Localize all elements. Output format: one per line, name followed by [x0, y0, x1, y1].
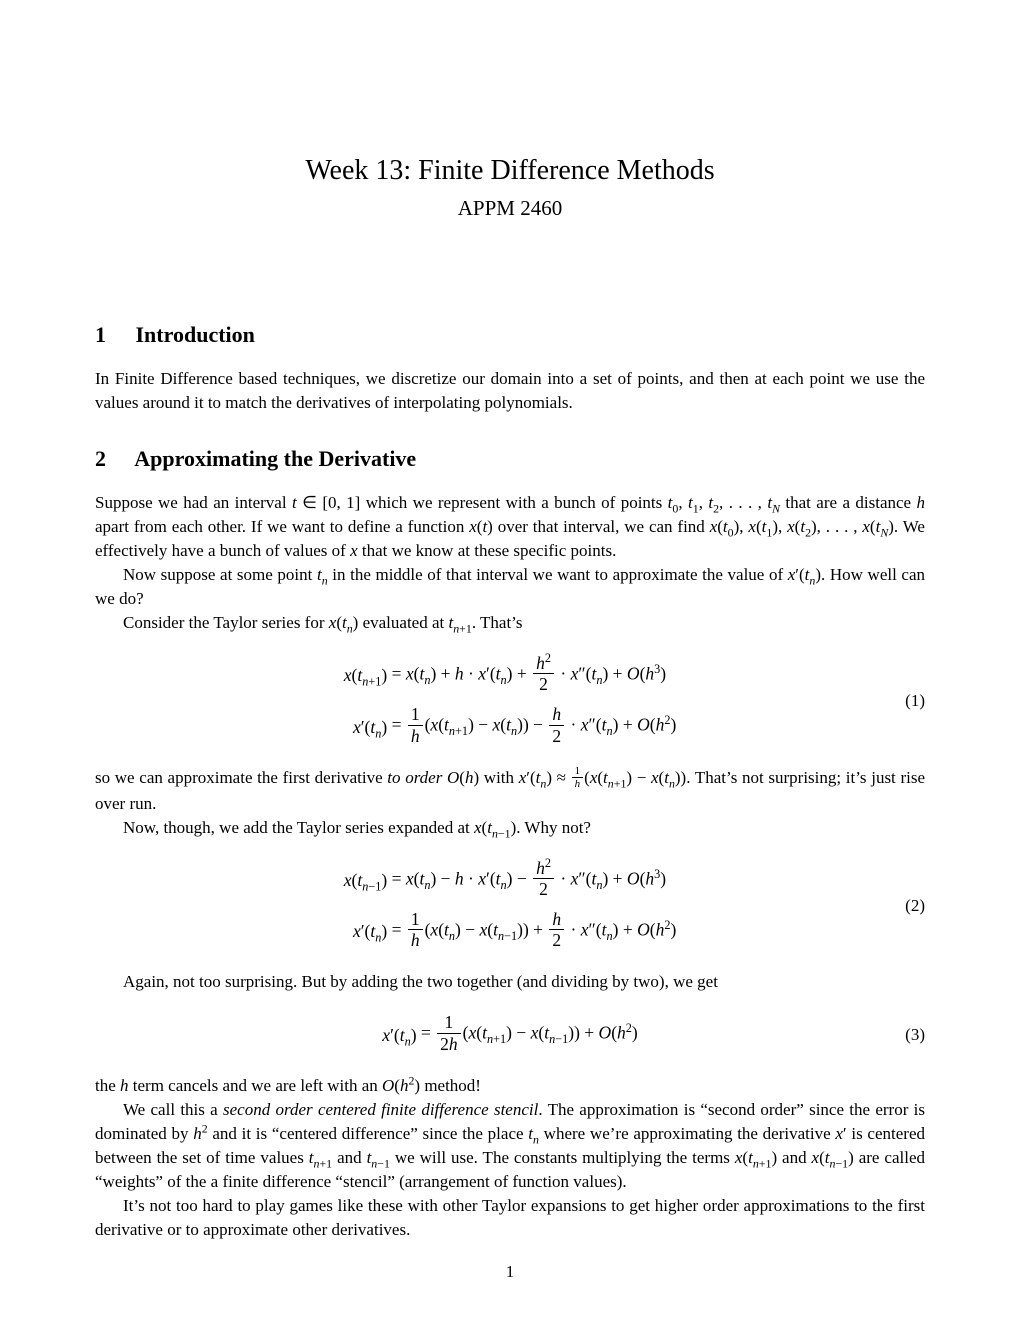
equation-line-lhs: $x(t_{n-1})$: [343, 870, 388, 894]
section-title: Approximating the Derivative: [134, 445, 417, 471]
equation-number-1: (1): [905, 691, 925, 711]
equation-1: [95, 651, 925, 748]
section-title: Introduction: [135, 321, 255, 347]
section-number: 1: [95, 321, 106, 347]
paragraph-interval-setup: Suppose we had an interval t ∈ [0, 1] which we represent with a bunch of points $t_0$, $t_1$, $t_2$, . . . , $t_N$ that are a distance h apart from each other. If we want to define a function x(t) over that interval, we can find $x(t_0)$, $x(t_1)$, $x(t_2)$, . . . , $x(t_N)$. We effectively have a bunch of values of x that we know at these specific points.: [95, 493, 926, 561]
paragraph-adding-together: Again, not too surprising. But by adding the two together (and dividing by two), we get: [123, 972, 718, 992]
paragraph-h-term-cancels: the h term cancels and we are left with an $O(h^2)$ method!: [95, 1073, 481, 1095]
equation-line-lhs: $x'(t_n)$: [352, 921, 388, 945]
equation-line-rhs: = $x(t_n) - h \cdot x'(t_n)$ − $\frac{h^2}{2}$ · $x''(t_n) + O(h^3)$: [387, 856, 667, 900]
section-number: 2: [95, 445, 106, 471]
equation-line-lhs: $x'(t_n)$: [382, 1024, 417, 1049]
paragraph-introduction: In Finite Difference based techniques, we discretize our domain into a set of points, and then at each point we use the values around it to match the derivatives of interpolating polynomials.: [95, 368, 925, 412]
page-subtitle: APPM 2460: [457, 195, 563, 220]
equation-line-lhs: $x'(t_n)$: [352, 716, 388, 741]
equation-number-2: (2): [905, 896, 925, 916]
equation-line-rhs: = $\frac{1}{h}$ $(x(t_{n+1}) - x(t_n))$ − $\frac{h}{2}$ · $x''(t_n) + O(h^2)$: [387, 704, 677, 746]
paragraph-consider-taylor: Consider the Taylor series for $x(t_n)$ evaluated at $t_{n+1}$. That’s: [123, 613, 523, 636]
paragraph-higher-order: It’s not too hard to play games like these with other Taylor expansions to get higher order approximations to the first derivative or to approximate other derivatives.: [95, 1195, 925, 1239]
equation-number-3: (3): [905, 1025, 925, 1045]
equation-3-math: [382, 1014, 637, 1055]
paragraph-stencil-definition: We call this a second order centered finite difference stencil. The approximation is “second order” since the error is dominated by $h^2$ and it is “centered difference” since the place $t_n$ where we’re approximating the derivative x′ is centered between the set of time values $t_{n+1}$ and $t_{n-1}$ we will use. The constants multiplying the terms $x(t_{n+1})$ and $x(t_{n-1})$ are called “weights” of the a finite difference “stencil” (arrangement of function values).: [95, 1099, 925, 1191]
equation-line-lhs: $x(t_{n+1})$: [343, 665, 388, 689]
equation-line-rhs: = $x(t_n) + h \cdot x'(t_n)$ + $\frac{h^2}{2}$ · $x''(t_n) + O(h^3)$: [387, 651, 667, 695]
paragraph-first-derivative-order: so we can approximate the first derivative to order O(h) with $x'(t_n)$ ≈ $\frac{1}{h}$ $(x(t_{n+1}) - x(t_n))$. That’s not surprising; it’s just rise over run.: [95, 764, 925, 813]
equation-2: [95, 856, 925, 953]
page-number: 1: [505, 1262, 515, 1281]
equation-line-rhs: = $\frac{1}{2h}$ $(x(t_{n+1}) - x(t_{n-1})) + O(h^2)$: [416, 1012, 638, 1054]
page-title: Week 13: Finite Difference Methods: [305, 155, 715, 186]
equation-3: [95, 1014, 925, 1055]
equation-2-math: [343, 856, 677, 953]
section-heading-approximating-derivative: [95, 447, 925, 471]
paragraph-approximate-value: Now suppose at some point $t_n$ in the middle of that interval we want to approximate the value of $x'(t_n)$. How well can we do?: [95, 565, 926, 609]
section-heading-introduction: [95, 323, 925, 347]
paragraph-add-taylor: Now, though, we add the Taylor series expanded at $x(t_{n-1})$. Why not?: [123, 817, 591, 841]
equation-1-math: [343, 651, 677, 748]
equation-line-rhs: = $\frac{1}{h}$ $(x(t_n) - x(t_{n-1}))$ + $\frac{h}{2}$ · $x''(t_n) + O(h^2)$: [387, 909, 677, 951]
